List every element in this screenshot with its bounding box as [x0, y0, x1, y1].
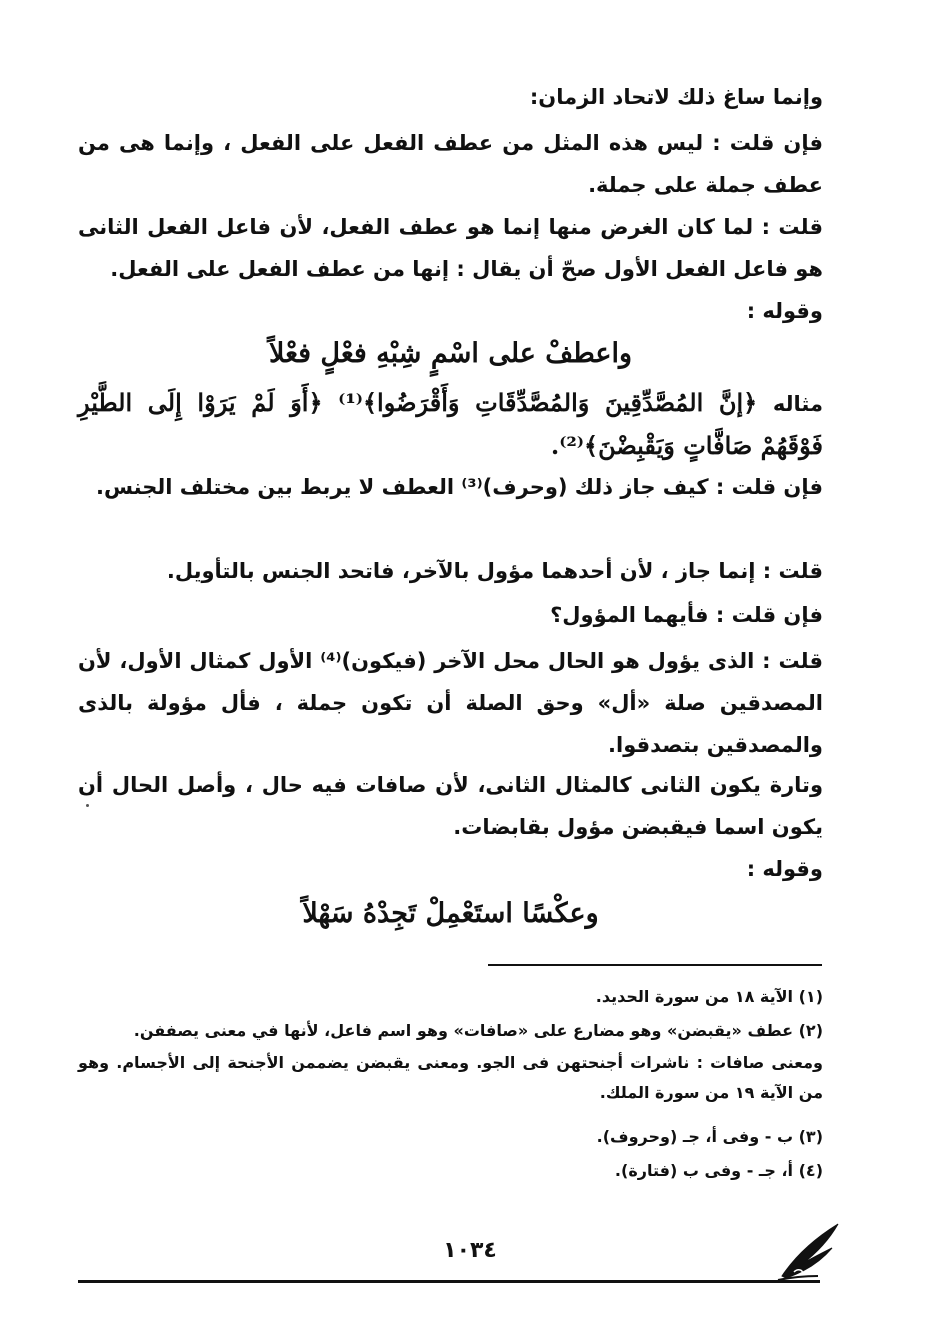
footnote-2-line-b: ومعنى صافات : ناشرات أجنحتهن فى الجو. ومعنى يقبضن يضممن الأجنحة إلى الأجسام. وهو من الآية ١٩ من سورة الملك. — [78, 1053, 823, 1102]
footnote-1: (١) الآية ١٨ من سورة الحديد. — [595, 987, 823, 1006]
paragraph-10: وقوله : — [746, 857, 823, 881]
example-verses: ﴿إنَّ المُصَّدِّقِينَ وَالمُصَّدِّقَاتِ وَأَقْرَضُوا﴾⁽¹⁾ ﴿أَوَ لَمْ يَرَوْا إِلَى الطَّيْرِ فَوْقَهُمْ صَافَّاتٍ وَيَقْبِضْنَ﴾⁽²⁾. — [78, 388, 823, 460]
quill-pen-icon — [774, 1218, 844, 1284]
paragraph-7: فإن قلت : فأيهما المؤول؟ — [550, 603, 823, 627]
footnote-4: (٤) أ، جـ - وفى ب (فتارة). — [614, 1161, 823, 1180]
footnote-3: (٣) ب - وفى أ، جـ (وحروف). — [596, 1127, 823, 1146]
example-lead: مثاله — [772, 392, 823, 416]
verse-line-1: واعطفْ على اسْمٍ شِبْهِ فعْلٍ فعْلاً — [268, 338, 633, 369]
paragraph-8: قلت : الذى يؤول هو الحال محل الآخر (فيكون)⁽⁴⁾ الأول كمثال الأول، لأن المصدقين صلة «أل» وحق الصلة أن تكون جملة ، فأل مؤولة بالذى والمصدقين بتصدقوا. — [78, 649, 823, 757]
footnote-2-line-a: (٢) عطف «يقبضن» وهو مضارع على «صافات» وهو اسم فاعل، لأنها في معنى يصففن. — [133, 1021, 823, 1040]
paragraph-2: فإن قلت : ليس هذه المثل من عطف الفعل على الفعل ، وإنما هى من عطف جملة على جملة. — [78, 131, 823, 197]
scan-speck — [86, 804, 89, 807]
page-number: ١٠٣٤ — [443, 1238, 497, 1263]
paragraph-9: وتارة يكون الثانى كالمثال الثانى، لأن صافات فيه حال ، وأصل الحال أن يكون اسما فيقبضن مؤول بقابضات. — [78, 773, 823, 839]
paragraph-4: وقوله : — [746, 299, 823, 323]
footnote-separator — [488, 964, 822, 966]
verse-line-2: وعكْسًا استَعْمِلْ تَجِدْهُ سَهْلاً — [302, 898, 599, 929]
quran-example — [78, 382, 823, 467]
paragraph-6: قلت : إنما جاز ، لأن أحدهما مؤول بالآخر، فاتحد الجنس بالتأويل. — [166, 559, 823, 583]
bottom-rule — [78, 1280, 820, 1283]
paragraph-1: وإنما ساغ ذلك لاتحاد الزمان: — [529, 85, 823, 109]
paragraph-3: قلت : لما كان الغرض منها إنما هو عطف الفعل، لأن فاعل الفعل الثانى هو فاعل الفعل الأول صحّ أن يقال : إنها من عطف الفعل على الفعل. — [78, 215, 823, 281]
paragraph-5: فإن قلت : كيف جاز ذلك (وحرف)⁽³⁾ العطف لا يربط بين مختلف الجنس. — [96, 475, 823, 499]
